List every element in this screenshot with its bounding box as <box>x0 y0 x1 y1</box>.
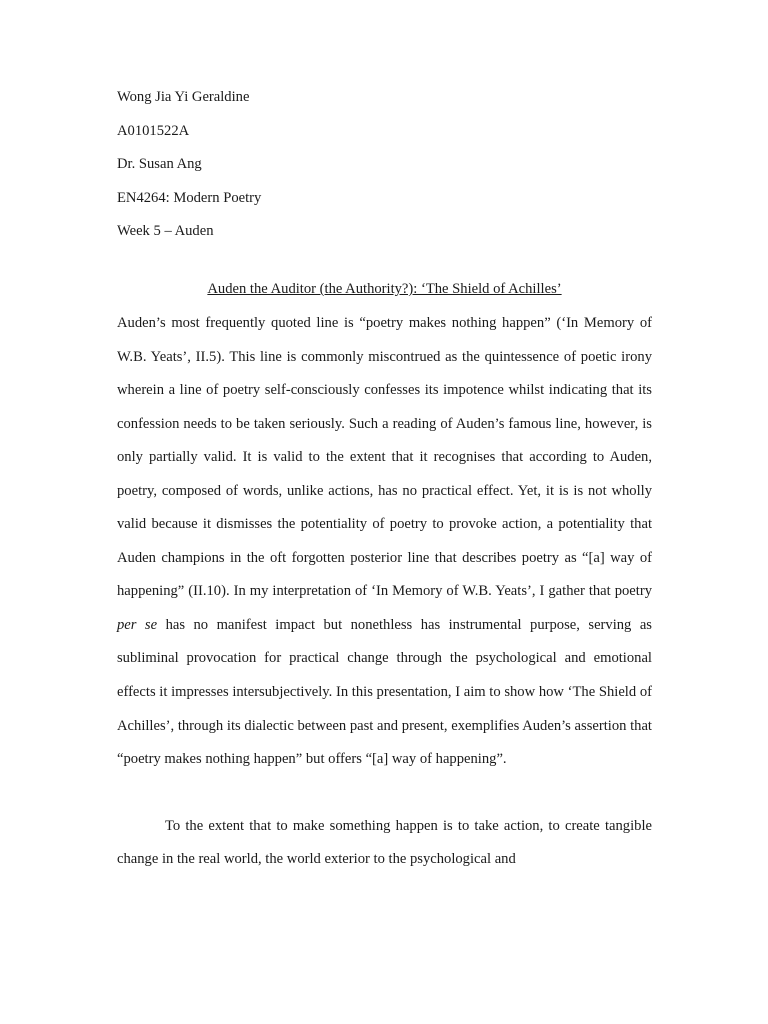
student-id: A0101522A <box>117 122 190 139</box>
paragraph-intro <box>117 307 652 777</box>
paragraph-intro-text-a: Auden’s most frequently quoted line is “poetry makes nothing happen” (‘In Memory of W.B. Yeats’, II.5). This line is commonly miscontrued as the quintessence of poetic irony wherein a line of poetry self-consciously confesses its impotence whilst indicating that its confession needs to be taken seriously. Such a reading of Auden’s famous line, however, is only partially valid. It is valid to the extent that it recognises that according to Auden, poetry, composed of words, unlike actions, has no practical effect. Yet, it is is not wholly valid because it dismisses the potentiality of poetry to provoke action, a potentiality that Auden champions in the oft forgotten posterior line that describes poetry as “[a] way of happening” (II.10). In my interpretation of ‘In Memory of W.B. Yeats’, I gather that poetry <box>117 314 652 600</box>
paragraph-intro-italic: per se <box>117 616 158 633</box>
lecturer-name: Dr. Susan Ang <box>117 156 202 173</box>
student-name: Wong Jia Yi Geraldine <box>117 89 250 105</box>
paragraph-intro-text-b: has no manifest impact but nonethless has instrumental purpose, serving as subliminal provocation for practical change through the psychological and emotional effects it impresses intersubjectively. In this presentation, I aim to show how ‘The Shield of Achilles’, through its dialectic between past and present, exemplifies Auden’s assertion that “poetry makes nothing happen” but offers “[a] way of happening”. <box>117 616 652 768</box>
week-label: Week 5 – Auden <box>117 223 214 240</box>
document-body <box>117 84 652 877</box>
module-name: EN4264: Modern Poetry <box>117 189 262 206</box>
paragraph-body: To the extent that to make something happen is to take action, to create tangible change in the real world, the world exterior to the psychological and <box>117 817 652 868</box>
essay-title: Auden the Auditor (the Authority?): ‘The Shield of Achilles’ <box>207 280 562 297</box>
